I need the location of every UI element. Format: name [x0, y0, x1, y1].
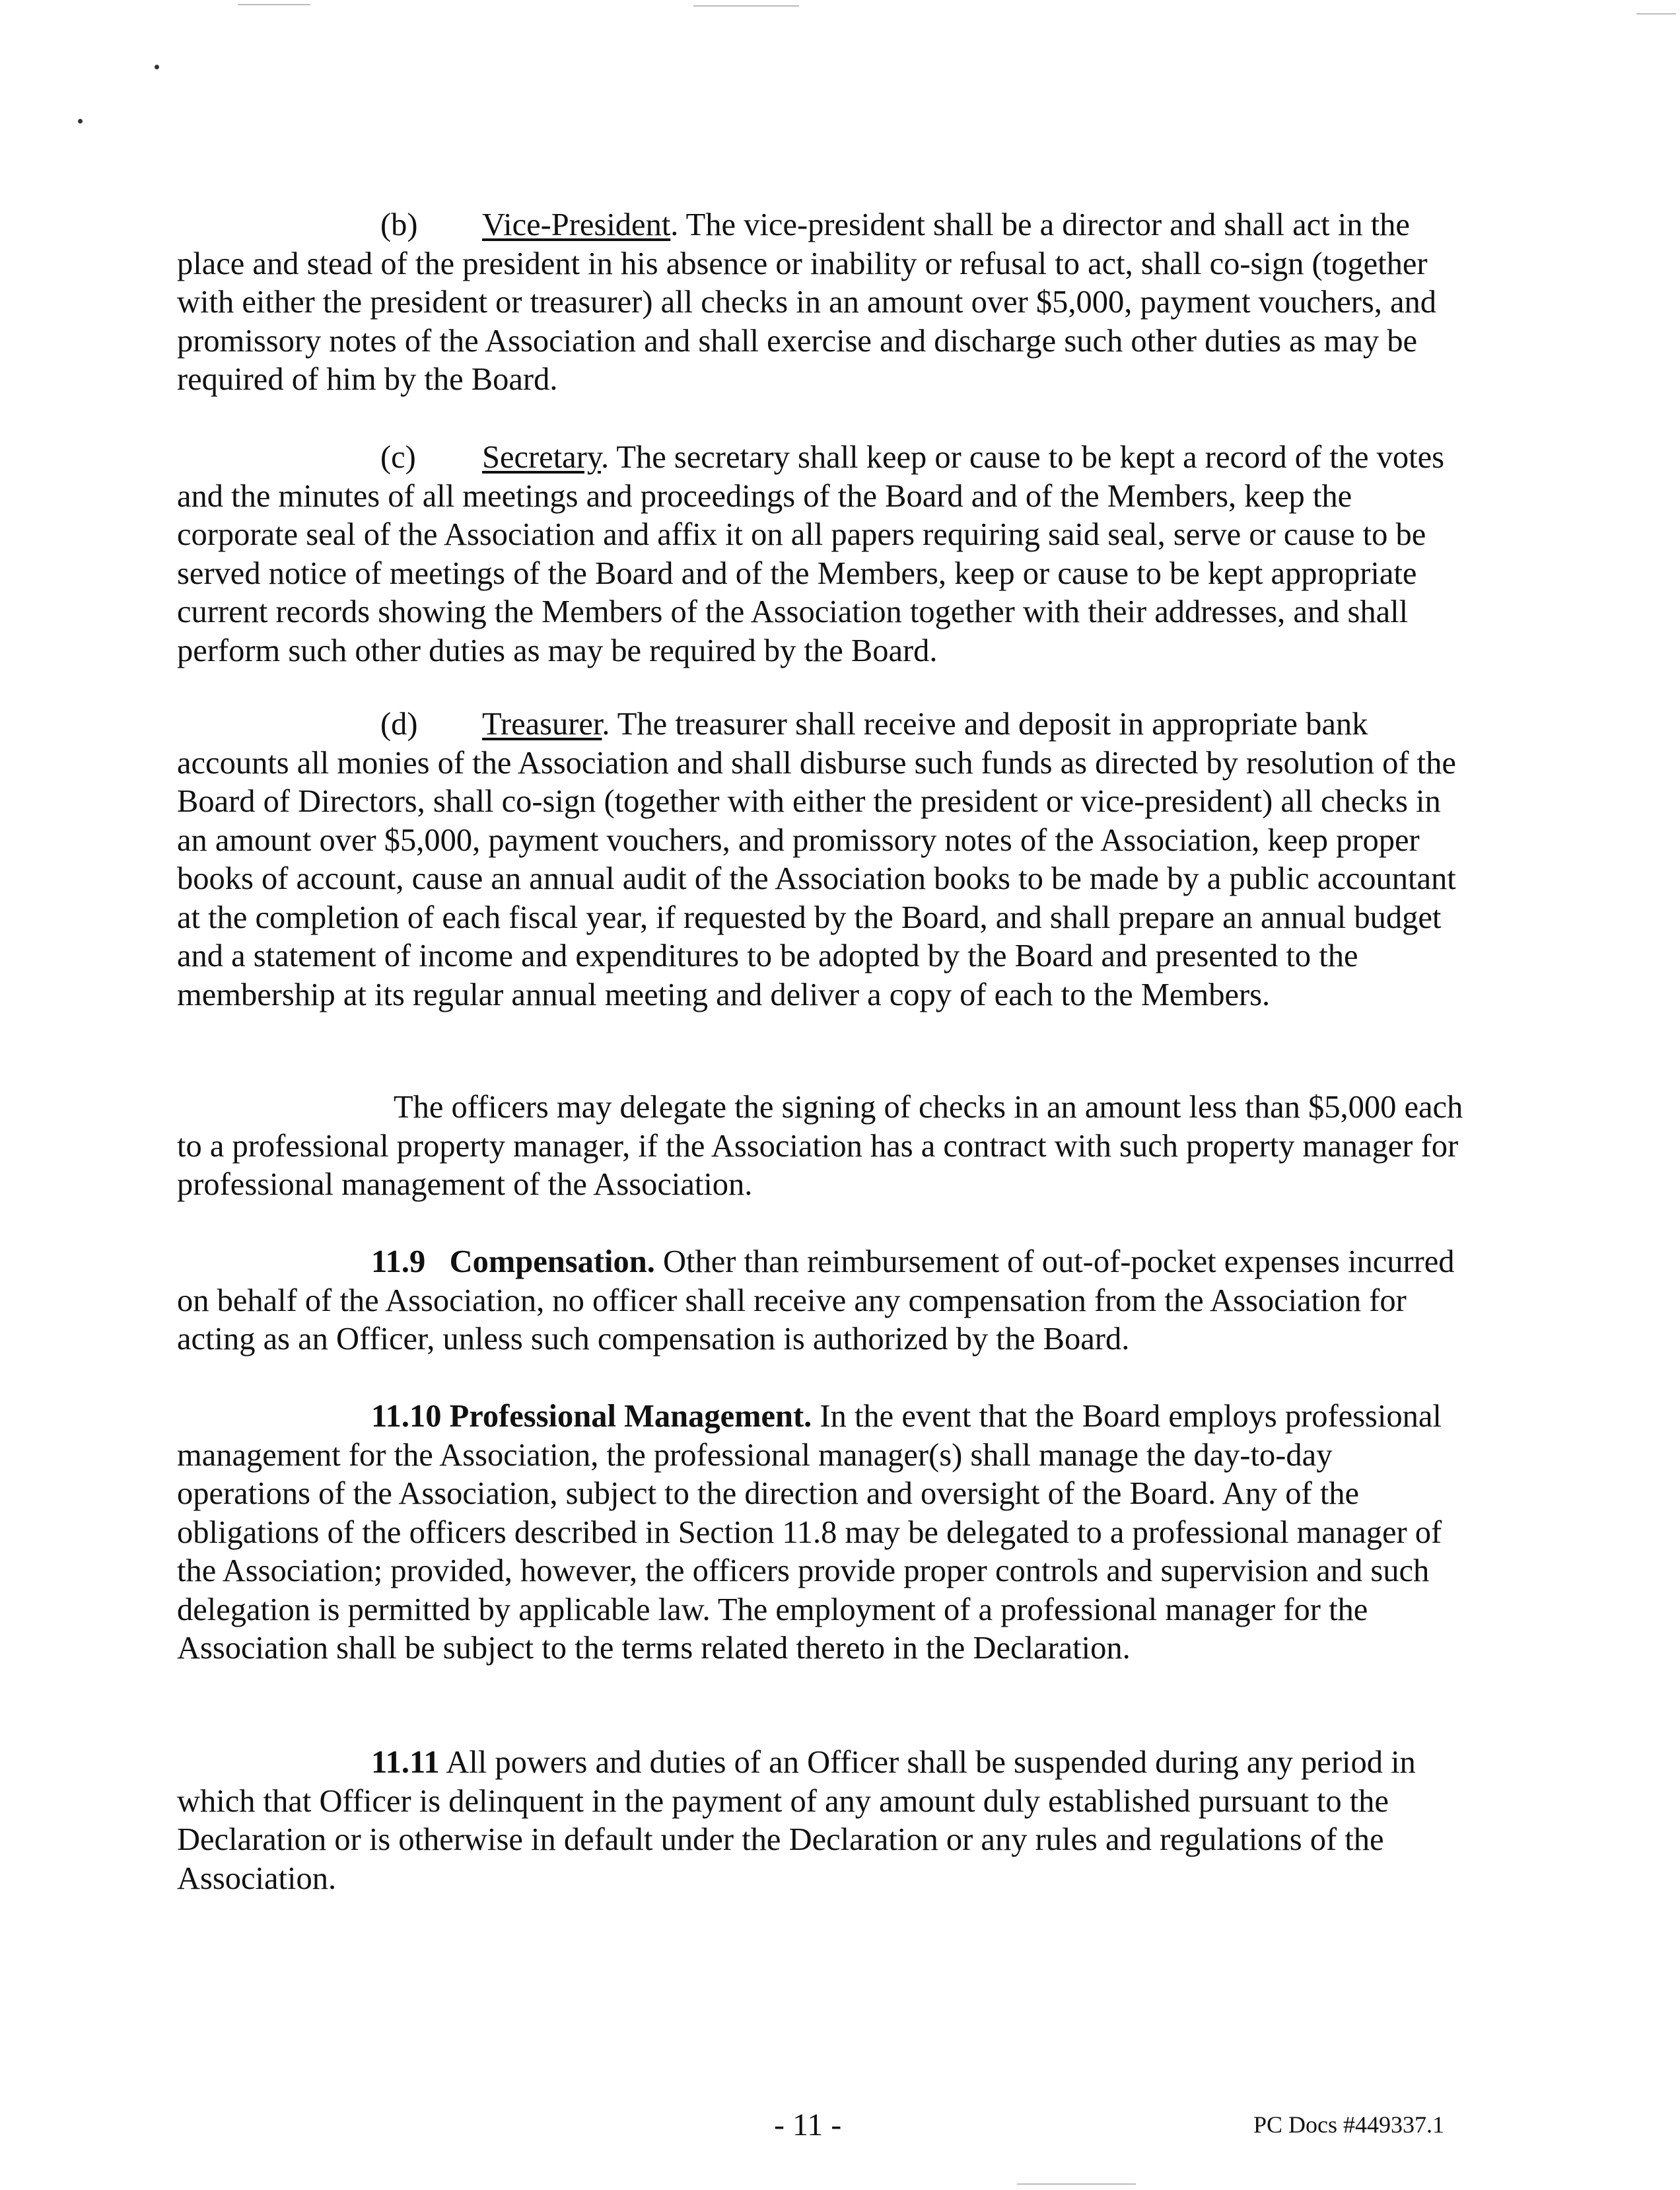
section-heading: Professional Management.: [449, 1399, 812, 1434]
section-heading: Compensation.: [449, 1244, 655, 1279]
paragraph-delegation: [177, 1088, 1471, 1205]
document-id: PC Docs #449337.1: [1253, 2111, 1445, 2138]
paragraph-text: . The treasurer shall receive and deposit in appropriate bank accounts all monies of the Association and shall disburse such funds as directed by resolution of the Board of Directors, shall co-sign (together with either the president or vice-president) all checks in an amount over $5,000, payment vouchers, and promissory notes of the Association, keep proper books of account, cause an annual audit of the Association books to be made by a public accountant at the completion of each fiscal year, if requested by the Board, and shall prepare an annual budget and a statement of income and expenditures to be adopted by the Board and presented to the membership at its regular annual meeting and deliver a copy of each to the Members.: [177, 707, 1456, 1012]
paragraph-text: In the event that the Board employs professional management for the Association, the professional manager(s) shall manage the day-to-day operations of the Association, subject to the direction and oversight of the Board. Any of the obligations of the officers described in Section 11.8 may be delegated to a professional manager of the Association; provided, however, the officers provide proper controls and supervision and such delegation is permitted by applicable law. The employment of a professional manager for the Association shall be subject to the terms related thereto in the Declaration.: [177, 1399, 1442, 1666]
paragraph-vice-president: [177, 206, 1471, 400]
section-number: 11.11: [371, 1745, 440, 1780]
section-heading: Treasurer: [482, 707, 602, 742]
paragraph-text: All powers and duties of an Officer shall be suspended during any period in which that Officer is delinquent in the payment of any amount duly established pursuant to the Declaration or is otherwise in default under the Declaration or any rules and regulations of the Association.: [177, 1745, 1416, 1896]
item-label: (c): [380, 440, 416, 475]
paragraph-text: The officers may delegate the signing of checks in an amount less than $5,000 each to a professional property manager, if the Association has a contract with such property manager for professional management of the Association.: [177, 1090, 1463, 1202]
scan-artifact-right: [1636, 13, 1676, 15]
paragraph-text: Other than reimbursement of out-of-pocket expenses incurred on behalf of the Association, no officer shall receive any compensation from the Association for acting as an Officer, unless such compensation is authorized by the Board.: [177, 1244, 1455, 1357]
scan-artifact-top: [238, 4, 310, 5]
paragraph-text: . The vice-president shall be a director and shall act in the place and stead of the president in his absence or inability or refusal to act, shall co-sign (together with either the president or treasurer) all checks in an amount over $5,000, payment vouchers, and promissory notes of the Association and shall exercise and discharge such other duties as may be required of him by the Board.: [177, 207, 1437, 397]
section-number: 11.9: [371, 1244, 426, 1279]
section-number: 11.10: [371, 1399, 442, 1434]
section-heading: Vice-President: [482, 207, 671, 242]
scan-artifact-bottom: [1017, 2183, 1136, 2185]
scan-artifact-top: [693, 5, 799, 7]
item-label: (d): [380, 707, 418, 742]
section-heading: Secretary: [482, 440, 601, 475]
paragraph-treasurer: [177, 705, 1471, 1014]
page-number: - 11 -: [774, 2107, 842, 2142]
section-11-9: [177, 1243, 1471, 1359]
scan-speck: [78, 119, 83, 124]
section-11-11: [177, 1744, 1471, 1898]
scan-speck: [155, 65, 159, 69]
section-11-10: [177, 1397, 1471, 1668]
item-label: (b): [380, 207, 418, 242]
paragraph-secretary: [177, 439, 1471, 670]
paragraph-text: . The secretary shall keep or cause to be kept a record of the votes and the minutes of all meetings and proceedings of the Board and of the Members, keep the corporate seal of the Association and affix it on all papers requiring said seal, serve or cause to be served notice of meetings of the Board and of the Members, keep or cause to be kept appropriate current records showing the Members of the Association together with their addresses, and shall perform such other duties as may be required by the Board.: [177, 440, 1445, 668]
